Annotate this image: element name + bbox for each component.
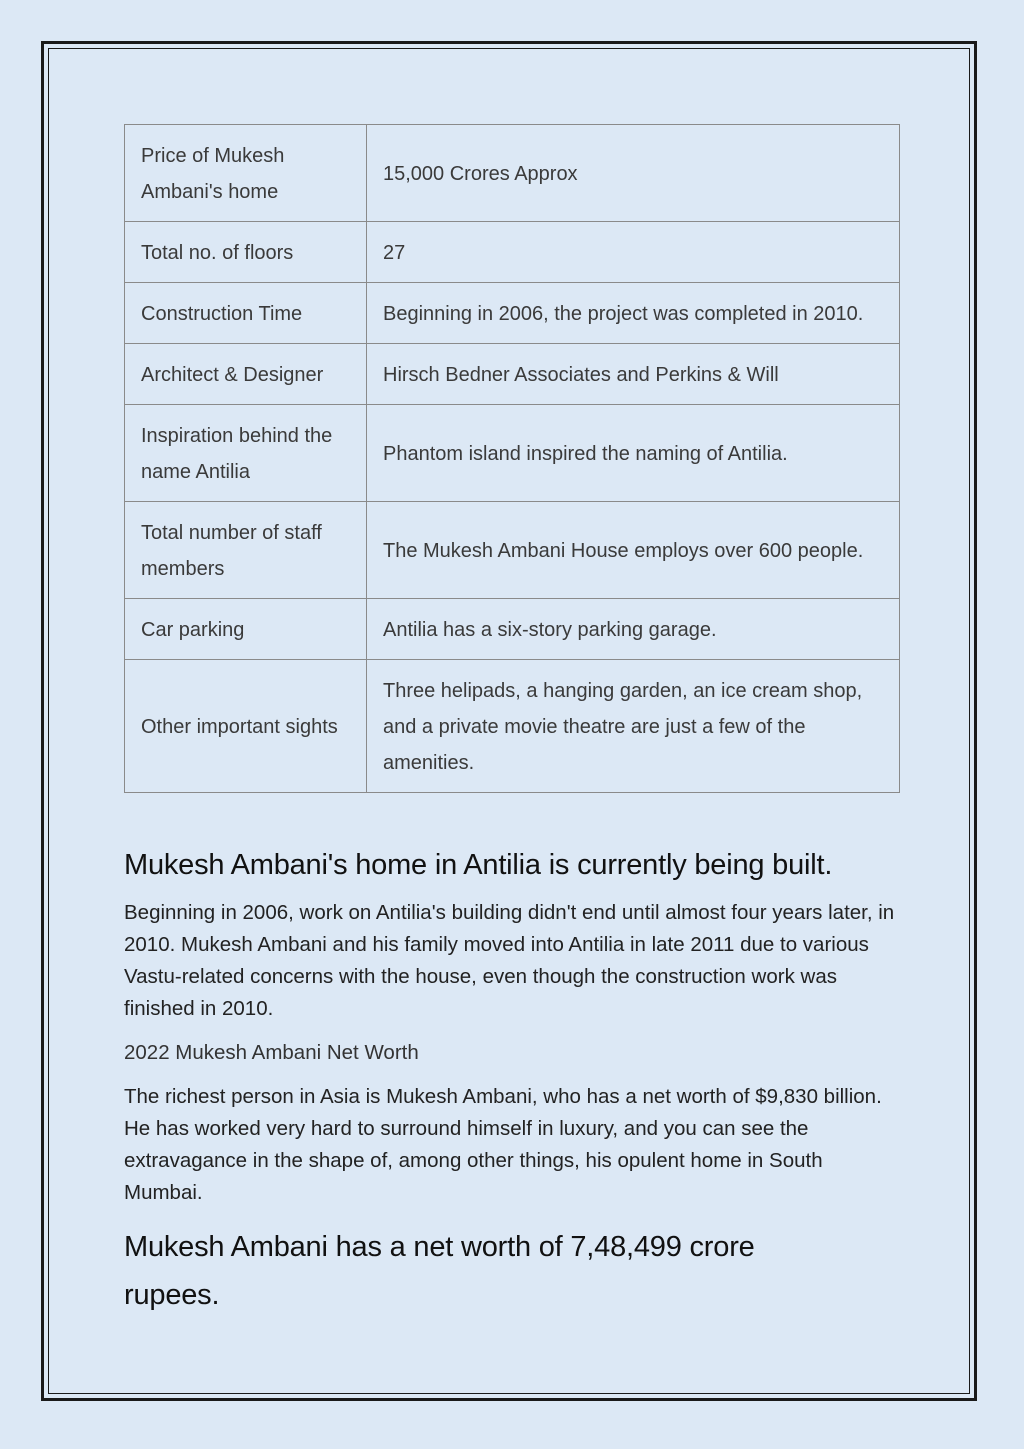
table-row [125, 283, 900, 344]
table-value: Three helipads, a hanging garden, an ice cream shop, and a private movie theatre are just a few of the amenities. [367, 660, 900, 793]
table-key: Construction Time [125, 283, 367, 344]
networth-label: 2022 Mukesh Ambani Net Worth [124, 1041, 419, 1064]
table-key: Total number of staff members [125, 502, 367, 599]
paragraph-construction: Beginning in 2006, work on Antilia's building didn't end until almost four years later, in 2010. Mukesh Ambani and his family moved into Antilia in late 2011 due to various Vastu-related concerns with the house, even though the construction work was finished in 2010. [124, 901, 895, 1020]
table-value: 27 [367, 222, 900, 283]
table-key: Car parking [125, 599, 367, 660]
table-value: Hirsch Bedner Associates and Perkins & Will [367, 344, 900, 405]
table-row [125, 599, 900, 660]
table-key: Other important sights [125, 660, 367, 793]
table-value: 15,000 Crores Approx [367, 125, 900, 222]
table-row [125, 222, 900, 283]
table-row [125, 502, 900, 599]
document-content [124, 124, 900, 1319]
table-row [125, 405, 900, 502]
section-heading-built: Mukesh Ambani's home in Antilia is currently being built. [124, 849, 833, 881]
table-key: Inspiration behind the name Antilia [125, 405, 367, 502]
facts-table [124, 124, 900, 793]
table-key: Total no. of floors [125, 222, 367, 283]
table-value: Beginning in 2006, the project was completed in 2010. [367, 283, 900, 344]
section-heading-networth: Mukesh Ambani has a net worth of 7,48,499 crore rupees. [124, 1231, 755, 1311]
table-value: The Mukesh Ambani House employs over 600 people. [367, 502, 900, 599]
table-row [125, 660, 900, 793]
table-row [125, 344, 900, 405]
paragraph-networth: The richest person in Asia is Mukesh Ambani, who has a net worth of $9,830 billion. He has worked very hard to surround himself in luxury, and you can see the extravagance in the shape of, among other things, his opulent home in South Mumbai. [124, 1085, 882, 1204]
table-value: Antilia has a six-story parking garage. [367, 599, 900, 660]
table-key: Price of Mukesh Ambani's home [125, 125, 367, 222]
table-value: Phantom island inspired the naming of Antilia. [367, 405, 900, 502]
table-row [125, 125, 900, 222]
table-key: Architect & Designer [125, 344, 367, 405]
